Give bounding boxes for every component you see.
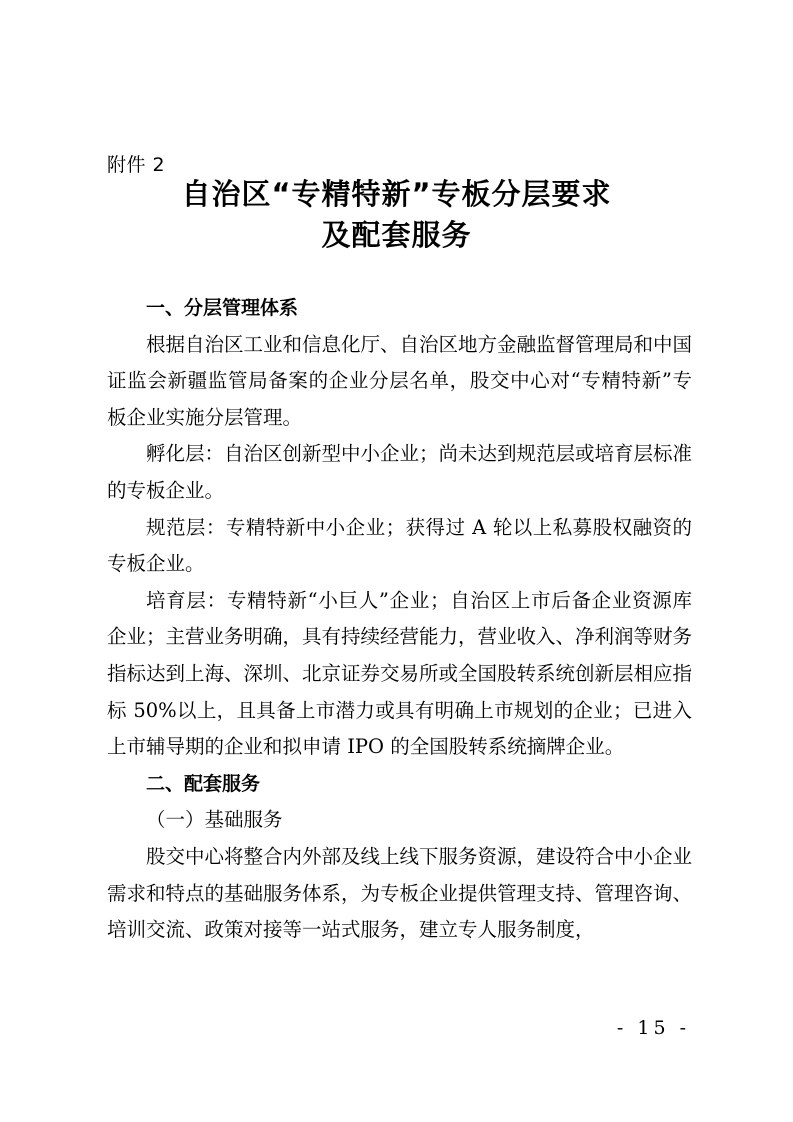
subsection-heading-basic-services: （一）基础服务 — [146, 808, 283, 832]
paragraph-basic-services: 股交中心将整合内外部及线上线下服务资源，建设符合中小企业需求和特点的基础服务体系，为专板企业提供管理支持、管理咨询、培训交流、政策对接等一站式服务，建立专人服务制度， — [107, 844, 693, 942]
document-title-line-2: 及配套服务 — [321, 218, 472, 252]
document-title-line-1: 自治区“专精特新”专板分层要求 — [181, 177, 612, 211]
attachment-label: 附件 2 — [107, 154, 166, 176]
paragraph-layering-basis: 根据自治区工业和信息化厅、自治区地方金融监督管理局和中国证监会新疆监管局备案的企业分层名单，股交中心对“专精特新”专板企业实施分层管理。 — [107, 332, 693, 429]
paragraph-cultivation-tier: 培育层：专精特新“小巨人”企业；自治区上市后备企业资源库企业；主营业务明确，具有持续经营能力，营业收入、净利润等财务指标达到上海、深圳、北京证券交易所或全国股转系统创新层相应指标 50%以上，且具备上市潜力或具有明确上市规划的企业；已进入上市辅导期的企业和拟申请 IPO 的全国股转系统摘牌企业。 — [107, 588, 693, 759]
document-body — [107, 290, 692, 949]
paragraph-incubation-tier: 孵化层：自治区创新型中小企业；尚未达到规范层或培育层标准的专板企业。 — [107, 442, 693, 502]
section-heading-2: 二、配套服务 — [146, 772, 261, 795]
paragraph-standard-tier: 规范层：专精特新中小企业；获得过 A 轮以上私募股权融资的专板企业。 — [107, 515, 692, 576]
section-heading-1: 一、分层管理体系 — [146, 297, 299, 319]
page-number: - 15 - — [616, 1017, 690, 1039]
